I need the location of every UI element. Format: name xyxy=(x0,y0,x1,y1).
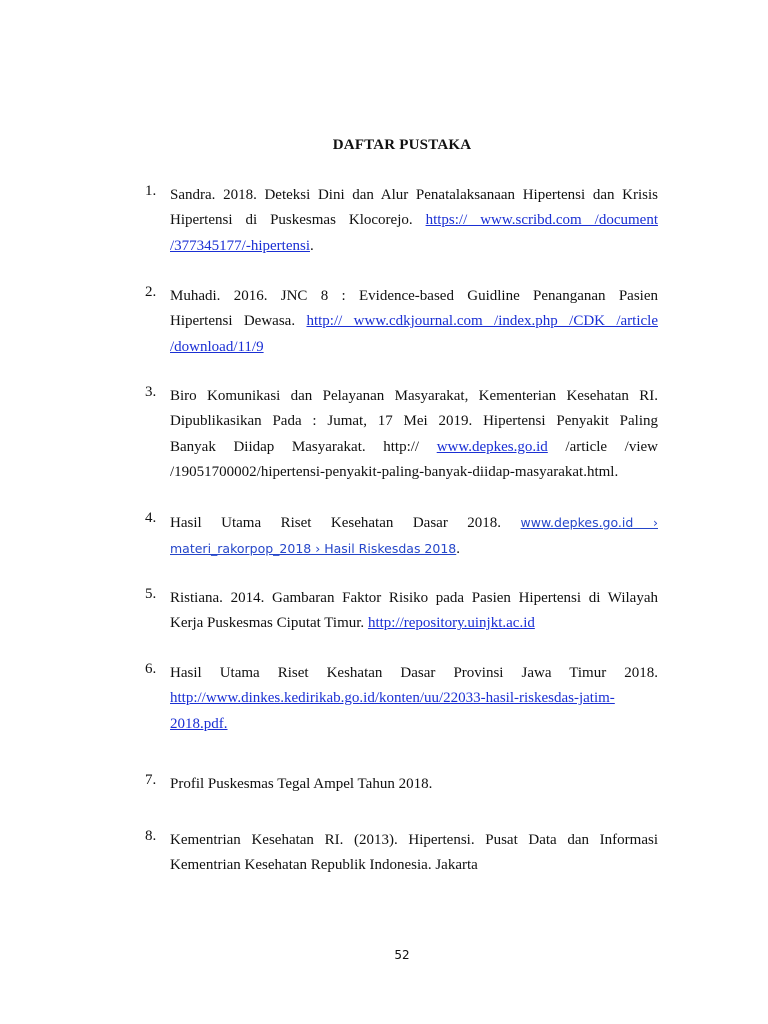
reference-line xyxy=(170,712,658,737)
reference-text: . xyxy=(456,541,460,558)
reference-link[interactable]: http://repository.uinjkt.ac.id xyxy=(367,615,535,632)
reference-body xyxy=(170,183,658,259)
reference-body xyxy=(170,510,658,563)
reference-link[interactable]: www.depkes.go.id xyxy=(436,438,548,455)
reference-item-2 xyxy=(145,284,658,360)
reference-text: . xyxy=(309,237,314,254)
reference-link[interactable]: https:// www.scribd.com /document xyxy=(425,212,659,229)
reference-line xyxy=(170,435,658,460)
reference-number: 5. xyxy=(145,586,157,602)
reference-line xyxy=(170,686,658,711)
reference-link[interactable]: materi_rakorpop_2018 › Hasil Riskesdas 2018 xyxy=(170,541,457,557)
reference-link[interactable]: /download/11/9 xyxy=(170,338,264,355)
reference-text: Hasil Utama Riset Kesehatan Dasar 2018. xyxy=(170,515,502,531)
reference-line xyxy=(170,611,658,636)
reference-text: Dipublikasikan Pada : Jumat, 17 Mei 2019. Hipertensi Penyakit Paling xyxy=(170,413,658,430)
reference-text: Kementrian Kesehatan RI. (2013). Hipertensi. Pusat Data dan Informasi xyxy=(170,832,658,848)
reference-body xyxy=(170,828,658,879)
reference-text: Hipertensi Dewasa. xyxy=(170,313,296,330)
reference-item-1 xyxy=(145,183,658,259)
reference-link[interactable]: http://www.dinkes.kedirikab.go.id/konten/uu/22033-hasil-riskesdas-jatim- xyxy=(170,690,615,707)
reference-text: Ristiana. 2014. Gambaran Faktor Risiko pada Pasien Hipertensi di Wilayah xyxy=(170,590,658,606)
reference-link[interactable]: /377345177/-hipertensi xyxy=(170,237,310,254)
reference-body xyxy=(170,772,658,797)
reference-item-7 xyxy=(145,772,658,797)
reference-line xyxy=(170,536,658,562)
reference-line xyxy=(170,234,658,259)
reference-number: 4. xyxy=(145,510,157,526)
reference-text: Hipertensi di Puskesmas Klocorejo. xyxy=(170,212,413,229)
reference-number: 7. xyxy=(145,772,157,788)
page-title: DAFTAR PUSTAKA xyxy=(332,137,472,153)
reference-number: 3. xyxy=(145,384,157,400)
reference-number: 8. xyxy=(145,828,157,844)
reference-text: Kerja Puskesmas Ciputat Timur. xyxy=(170,615,365,632)
reference-line xyxy=(170,208,658,233)
reference-text: /19051700002/hipertensi-penyakit-paling-banyak-diidap-masyarakat.html. xyxy=(170,463,619,480)
reference-text: /article /view xyxy=(565,438,659,455)
reference-text: Profil Puskesmas Tegal Ampel Tahun 2018. xyxy=(170,776,433,792)
reference-body xyxy=(170,586,658,637)
reference-item-5 xyxy=(145,586,658,637)
reference-item-6 xyxy=(145,661,658,737)
reference-link[interactable]: www.depkes.go.id › xyxy=(520,515,658,530)
reference-number: 1. xyxy=(145,183,157,199)
reference-number: 6. xyxy=(145,661,157,677)
reference-text: Kementrian Kesehatan Republik Indonesia. Jakarta xyxy=(170,857,478,874)
reference-line xyxy=(170,510,658,536)
reference-line xyxy=(170,309,658,334)
reference-text: Banyak Diidap Masyarakat. http:// xyxy=(170,438,420,455)
reference-text: Sandra. 2018. Deteksi Dini dan Alur Penatalaksanaan Hipertensi dan Krisis xyxy=(170,187,658,203)
reference-line xyxy=(170,335,658,360)
reference-text: Hasil Utama Riset Keshatan Dasar Provinsi Jawa Timur 2018. xyxy=(170,665,658,681)
reference-item-8 xyxy=(145,828,658,879)
reference-number: 2. xyxy=(145,284,157,300)
reference-text: Biro Komunikasi dan Pelayanan Masyarakat, Kementerian Kesehatan RI. xyxy=(170,388,658,404)
page-number: 52 xyxy=(394,948,410,962)
reference-item-4 xyxy=(145,510,658,563)
reference-body xyxy=(170,661,658,737)
reference-body xyxy=(170,384,658,485)
reference-link[interactable]: http:// www.cdkjournal.com /index.php /CDK /article xyxy=(306,313,658,330)
reference-link[interactable]: 2018.pdf. xyxy=(170,715,228,732)
reference-text: Muhadi. 2016. JNC 8 : Evidence-based Guidline Penanganan Pasien xyxy=(170,288,658,304)
reference-body xyxy=(170,284,658,360)
reference-item-3 xyxy=(145,384,658,485)
